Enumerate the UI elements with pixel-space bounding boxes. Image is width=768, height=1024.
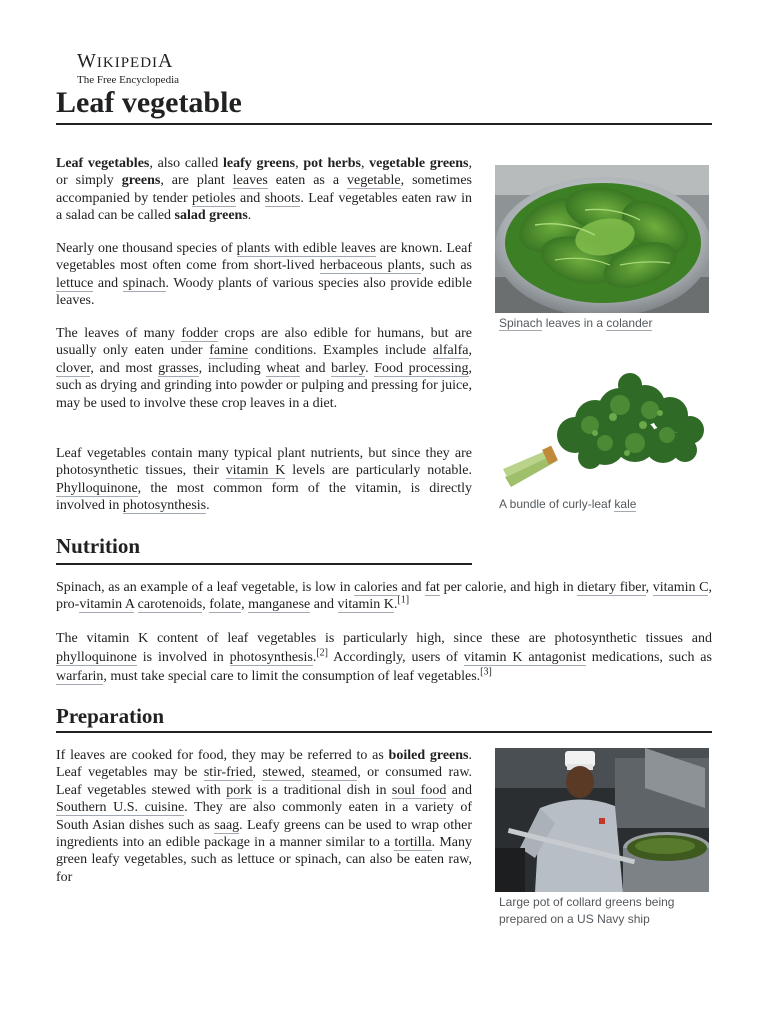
link-warfarin[interactable]: warfarin — [56, 669, 104, 684]
caption-spinach: Spinach leaves in a colander — [499, 316, 653, 330]
caption-kale: A bundle of curly-leaf kale — [499, 497, 637, 511]
link-photosynthesis-2[interactable]: photosynthesis — [229, 650, 313, 665]
link-spinach[interactable]: spinach — [122, 275, 166, 291]
link-vitamin-k-2[interactable]: vitamin K — [337, 597, 394, 613]
link-famine[interactable]: famine — [209, 343, 249, 359]
link-steamed[interactable]: steamed — [311, 765, 358, 781]
page-title: Leaf vegetable — [56, 86, 242, 119]
citation-1[interactable]: [1] — [397, 594, 410, 606]
link-saag[interactable]: saag — [214, 817, 240, 833]
link-lettuce[interactable]: lettuce — [56, 275, 94, 291]
link-vitamin-a[interactable]: vitamin A — [79, 597, 135, 613]
link-phylloquinone-2[interactable]: phylloquinone — [56, 650, 137, 665]
figure-spinach — [495, 165, 709, 313]
heading-preparation: Preparation — [56, 704, 165, 728]
nutrition-paragraph-1: Spinach, as an example of a leaf vegetable, is low in calories and fat per calorie, and high in dietary fiber, vitamin C, pro-vitamin A carotenoids, folate, manganese and vitamin K.[1] — [56, 580, 712, 613]
link-vegetable[interactable]: vegetable — [347, 173, 401, 189]
link-grasses[interactable]: grasses — [158, 360, 199, 376]
link-wheat[interactable]: wheat — [266, 360, 300, 376]
link-leaves[interactable]: leaves — [232, 173, 268, 189]
preparation-divider — [56, 731, 712, 733]
link-manganese[interactable]: manganese — [248, 597, 311, 613]
link-carotenoids[interactable]: carotenoids — [137, 597, 203, 613]
caption-link-colander[interactable]: colander — [606, 316, 653, 330]
intro-paragraph-4: Leaf vegetables contain many typical plant nutrients, but since they are photosynthetic tissues, their vitamin K levels are particularly notable. Phylloquinone, the most common form of the vitamin, is directly involved in photosynthesis. — [56, 446, 472, 514]
nutrition-paragraph-2: The vitamin K content of leaf vegetables is particularly high, since these are photosynthetic tissues and phylloquinone is involved in photosynthesis.[2] Accordingly, users of vitamin K antagonist medications, such as warfarin, must take special care to limit the consumption of leaf vegetables.[3] — [56, 631, 712, 684]
citation-2[interactable]: [2] — [316, 647, 328, 659]
link-vitamin-k-antagonist[interactable]: vitamin K antagonist — [463, 650, 586, 665]
link-vitamin-k[interactable]: vitamin K — [225, 463, 286, 479]
link-pork[interactable]: pork — [226, 782, 252, 798]
link-shoots[interactable]: shoots — [264, 190, 301, 206]
link-southern-us-cuisine[interactable]: Southern U.S. cuisine — [56, 800, 185, 816]
preparation-paragraph-1: If leaves are cooked for food, they may be referred to as boiled greens. Leaf vegetables may be stir-fried, stewed, steamed, or consumed raw. Leaf vegetables stewed with pork is a traditional dish in soul food and Southern U.S. cuisine. They are also commonly eaten in a variety of South Asian dishes such as saag. Leafy greens can be used to wrap other ingredients into an edible package in a manner similar to a tortilla. Many green leafy vegetables, such as lettuce or spinach, can also be eaten raw, for — [56, 748, 473, 885]
caption-collard: Large pot of collard greens being prepared on a US Navy ship — [499, 895, 675, 926]
heading-nutrition: Nutrition — [56, 534, 140, 558]
tagline: The Free Encyclopedia — [77, 74, 180, 86]
link-food-processing[interactable]: Food processing — [374, 360, 469, 376]
link-fodder[interactable]: fodder — [181, 326, 218, 341]
link-fat[interactable]: fat — [425, 580, 440, 595]
link-phylloquinone[interactable]: Phylloquinone — [56, 480, 138, 496]
caption-link-kale[interactable]: kale — [614, 497, 637, 511]
link-stir-fried[interactable]: stir-fried — [203, 765, 253, 781]
intro-paragraph-2: Nearly one thousand species of plants with edible leaves are known. Leaf vegetables most often come from short-lived herbaceous plants, such as lettuce and spinach. Woody plants of various species also provide edible leaves. — [56, 241, 472, 309]
link-folate[interactable]: folate — [209, 597, 242, 613]
kale-bundle-illustration — [495, 365, 709, 493]
figure-collard — [495, 748, 709, 892]
link-dietary-fiber[interactable]: dietary fiber — [577, 580, 646, 595]
link-tortilla[interactable]: tortilla — [394, 835, 432, 851]
citation-3[interactable]: [3] — [480, 666, 492, 678]
figure-kale — [495, 365, 709, 493]
link-calories[interactable]: calories — [354, 580, 398, 595]
link-photosynthesis[interactable]: photosynthesis — [122, 498, 207, 514]
navy-cook-illustration — [495, 748, 709, 892]
link-stewed[interactable]: stewed — [262, 765, 302, 781]
intro-paragraph-3: The leaves of many fodder crops are also edible for humans, but are usually only eaten under famine conditions. Examples include alfalfa, clover, and most grasses, including wheat and barley. Food processing, such as drying and grinding into powder or pulping and pressing for juice, may be used to involve these crop leaves in a diet. — [56, 326, 473, 411]
link-soul-food[interactable]: soul food — [391, 782, 447, 798]
link-barley[interactable]: barley — [331, 360, 366, 376]
kale-image[interactable] — [495, 365, 709, 493]
link-plants-with-edible-leaves[interactable]: plants with edible leaves — [236, 241, 376, 256]
link-vitamin-c[interactable]: vitamin C — [652, 580, 709, 595]
collard-image[interactable] — [495, 748, 709, 892]
spinach-colander-illustration — [495, 165, 709, 313]
spinach-image[interactable] — [495, 165, 709, 313]
link-petioles[interactable]: petioles — [192, 190, 236, 206]
link-alfalfa[interactable]: alfalfa — [432, 343, 469, 359]
nutrition-divider — [56, 563, 472, 565]
caption-link-spinach[interactable]: Spinach — [499, 316, 543, 330]
wordmark: WIKIPEDIA — [77, 50, 174, 72]
title-divider — [56, 123, 712, 125]
link-clover[interactable]: clover — [56, 360, 91, 376]
wikipedia-logo[interactable] — [77, 50, 179, 86]
link-herbaceous-plants[interactable]: herbaceous plants — [319, 258, 422, 274]
intro-paragraph-1: Leaf vegetables, also called leafy greens, pot herbs, vegetable greens, or simply greens, are plant leaves eaten as a vegetable, sometimes accompanied by tender petioles and shoots. Leaf vegetables eaten raw in a salad can be called salad greens. — [56, 156, 473, 224]
